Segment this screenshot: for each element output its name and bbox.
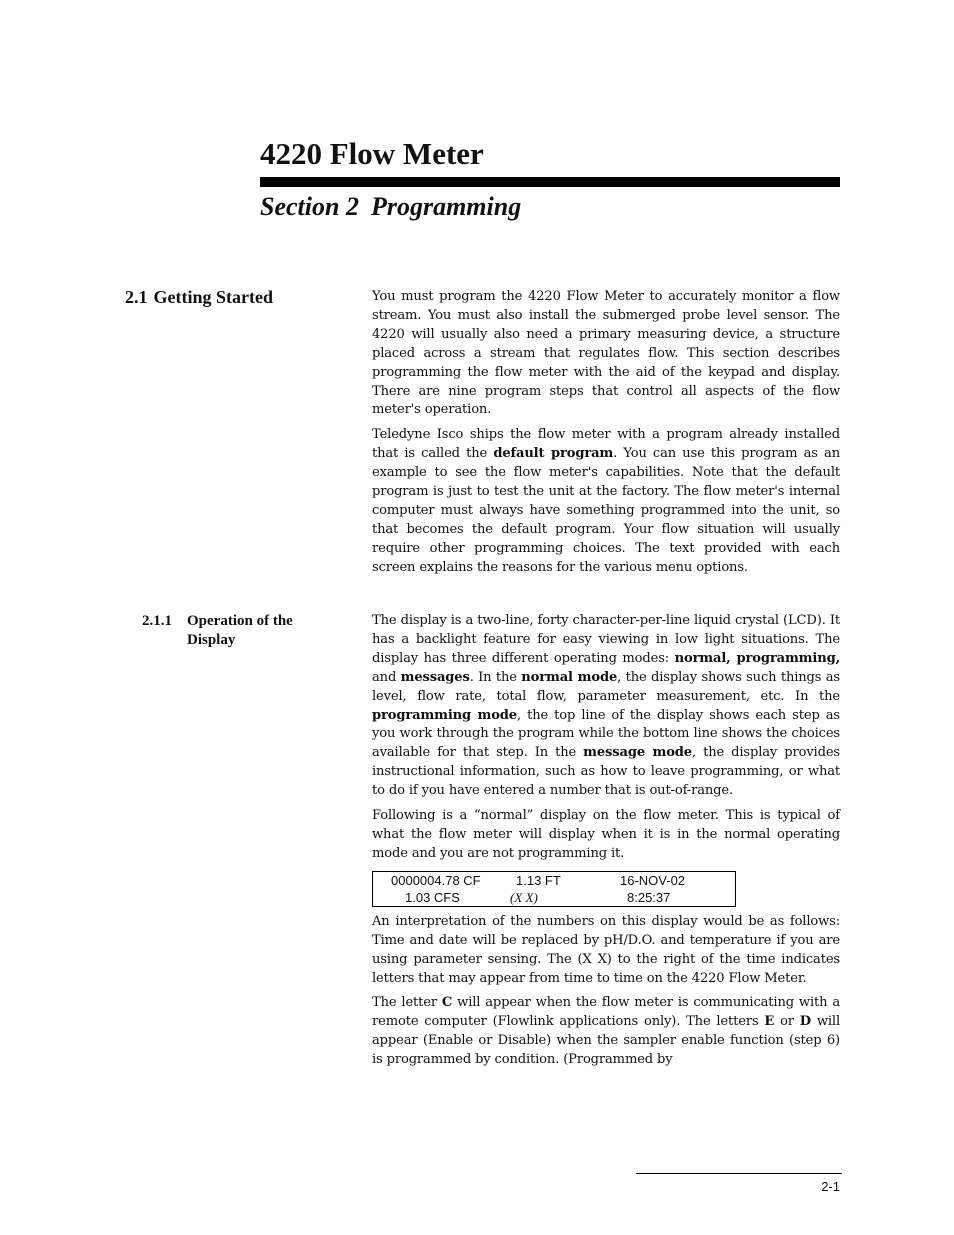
heading-getting-started: [125, 285, 273, 309]
heading-number: 2.1.1: [142, 613, 172, 629]
bold-term: programming mode: [372, 707, 517, 723]
heading-operation-of-display: [142, 612, 332, 650]
lcd-display-example: [372, 871, 736, 907]
text-run: will appear (Enable or Disable) when the sampler enable function (step 6) is programmed by condition. (Programmed by: [372, 1014, 841, 1068]
lcd-date: 16-NOV-02: [620, 872, 686, 888]
paragraph: An interpretation of the numbers on this display would be as follows: Time and date will be replaced by pH/D.O. and temperature if you are using parameter sensing. The (X X) to the right of the time indicates letters that may appear from time to time on the 4220 Flow Meter.: [372, 913, 840, 986]
page-title: 4220 Flow Meter: [260, 136, 484, 171]
bold-letter-e: E: [764, 1014, 775, 1030]
text-run: Teledyne Isco ships the flow meter with a program already installed that is called the: [372, 427, 840, 462]
paragraph: [372, 426, 840, 577]
lcd-flow-rate: 1.03 CFS: [405, 889, 460, 905]
lcd-time: 8:25:37: [627, 889, 671, 905]
getting-started-body: [372, 288, 840, 578]
lcd-total-flow: 0000004.78 CF: [391, 872, 481, 888]
operation-of-display-body: [372, 612, 840, 1070]
text-run: . You can use this program as an example to see the flow meter's capabilities. Note that the default program is just to test the unit at the factory. The flow meter's internal computer must always have something programmed into the unit, so that becomes the default program. Your flow situation will usually require other programming choices. The text provided with each screen explains the reasons for the various menu options.: [372, 446, 840, 575]
text-run: or: [774, 1014, 800, 1030]
text-run: , the display provides instructional information, such as how to leave programming, or what to do if you have entered a number that is out-of-range.: [372, 745, 840, 799]
page-number: 2-1: [821, 1179, 840, 1194]
lcd-status-letters: (X X): [510, 889, 538, 905]
bold-term: normal mode: [521, 669, 618, 685]
text-run: will appear when the flow meter is communicating with a remote computer (Flowlink applications only). The letters: [372, 995, 840, 1030]
title-rule: [260, 177, 840, 187]
section-number: Section 2: [260, 192, 359, 221]
section-title: [260, 190, 521, 224]
heading-number: 2.1: [125, 287, 148, 307]
text-run: . In the: [469, 669, 522, 685]
bold-term: message mode: [583, 745, 692, 761]
text-run: and: [372, 669, 401, 685]
text-run: The display is a two-line, forty character-per-line liquid crystal (LCD). It has a backlight feature for easy viewing in low light situations. The display has three different operating modes:: [372, 613, 840, 666]
paragraph: [372, 994, 840, 1070]
section-name: Programming: [370, 192, 522, 221]
heading-text: Operation of the Display: [187, 613, 293, 648]
paragraph: Following is a “normal” display on the flow meter. This is typical of what the flow meter will display when it is in the normal operating mode and you are not programming it.: [372, 808, 840, 861]
text-run: , the display shows such things as level, flow rate, total flow, parameter measurement, etc. In the: [372, 669, 841, 704]
heading-text: Getting Started: [153, 287, 273, 307]
lcd-level: 1.13 FT: [516, 872, 561, 888]
bold-letter-c: C: [441, 995, 453, 1011]
paragraph: [372, 612, 840, 801]
text-run: The letter: [372, 995, 442, 1011]
bold-term: messages: [400, 669, 470, 685]
footer-rule: [636, 1173, 842, 1174]
text-run: , the top line of the display shows each step as you work through the program while the bottom line shows the choices available for that step. In the: [372, 707, 840, 761]
paragraph: You must program the 4220 Flow Meter to accurately monitor a flow stream. You must also install the submerged probe level sensor. The 4220 will usually also need a primary measuring device, a structure placed across a stream that regulates flow. This section describes programming the flow meter with the aid of the keypad and display. There are nine program steps that control all aspects of the flow meter's operation.: [372, 289, 840, 418]
bold-term: normal, programming,: [674, 650, 840, 666]
bold-term-default-program: default program: [493, 446, 614, 462]
bold-letter-d: D: [799, 1014, 811, 1030]
